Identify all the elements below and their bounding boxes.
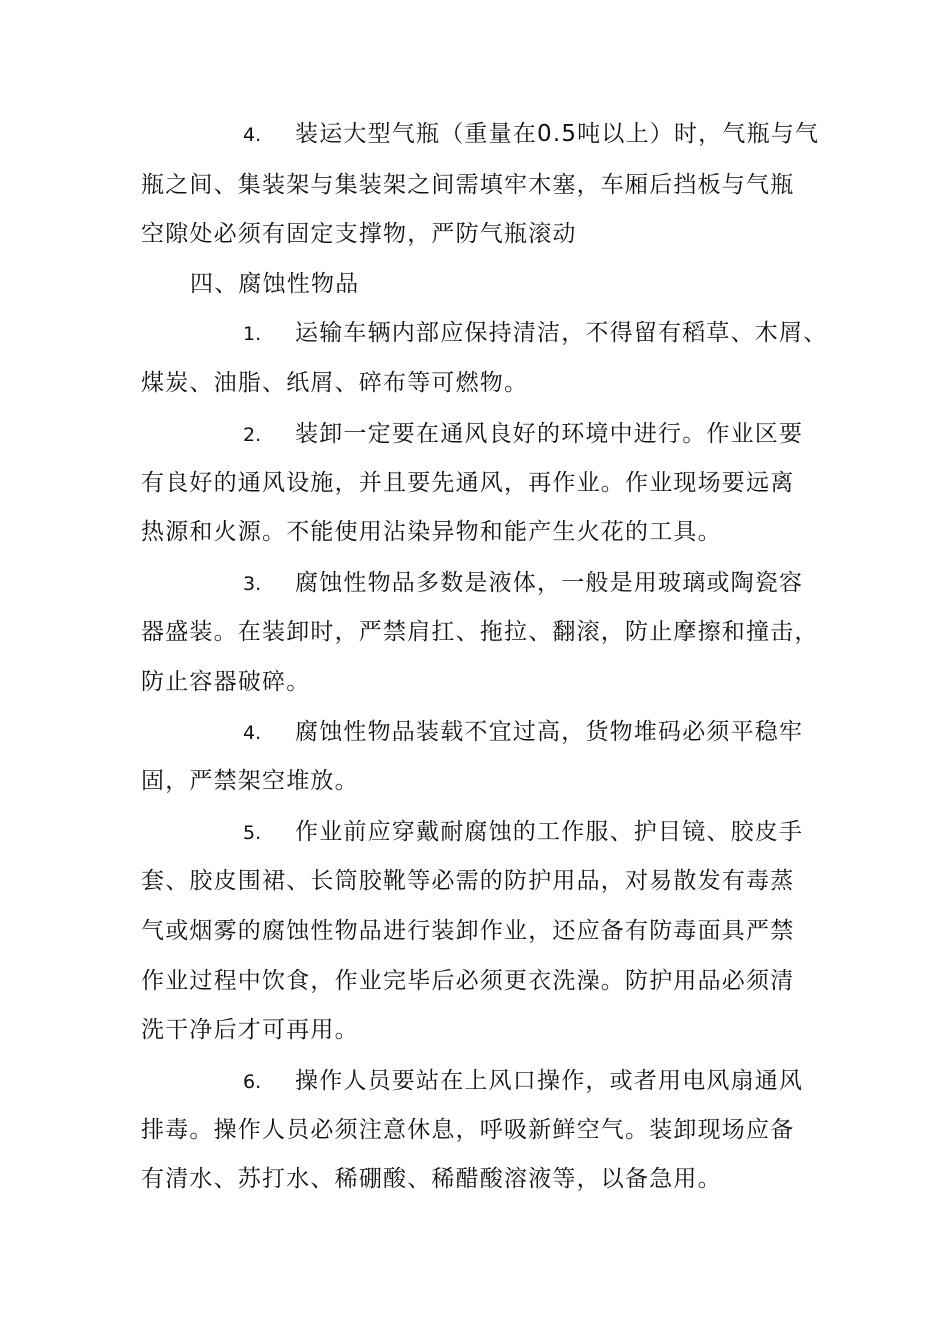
paragraph-text: 腐蚀性物品多数是液体，一般是用玻璃或陶瓷容 <box>295 570 804 596</box>
paragraph-line: 空隙处必须有固定支撑物，严防气瓶滚动 <box>141 221 577 247</box>
paragraph-text: 装运大型气瓶（重量在0.5吨以上）时，气瓶与气 <box>295 121 820 147</box>
paragraph-line: 煤炭、油脂、纸屑、碎布等可燃物。 <box>141 370 529 396</box>
paragraph-text: 装卸一定要在通风良好的环境中进行。作业区要 <box>295 421 804 447</box>
paragraph-line: 有良好的通风设施，并且要先通风，再作业。作业现场要远离 <box>141 470 795 496</box>
paragraph-line: 有清水、苏打水、稀硼酸、稀醋酸溶液等，以备急用。 <box>141 1166 722 1192</box>
paragraph-first-line <box>243 817 803 848</box>
paragraph-first-line <box>243 1066 803 1097</box>
paragraph-first-line <box>243 717 803 748</box>
paragraph-first-line <box>243 568 803 599</box>
paragraph-line: 气或烟雾的腐蚀性物品进行装卸作业，还应备有防毒面具严禁 <box>141 918 795 944</box>
paragraph-text: 运输车辆内部应保持清洁，不得留有稻草、木屑、 <box>295 320 828 346</box>
item-number: 4. <box>243 722 262 744</box>
paragraph-text: 作业前应穿戴耐腐蚀的工作服、护目镜、胶皮手 <box>295 819 804 845</box>
item-number: 2. <box>243 424 262 446</box>
paragraph-line: 器盛装。在装卸时，严禁肩扛、拖拉、翻滚，防止摩擦和撞击， <box>141 619 819 645</box>
item-number: 3. <box>243 573 262 595</box>
paragraph-text: 腐蚀性物品装载不宜过高，货物堆码必须平稳牢 <box>295 719 804 745</box>
paragraph-line: 套、胶皮围裙、长筒胶靴等必需的防护用品，对易散发有毒蒸 <box>141 868 795 894</box>
paragraph-line: 热源和火源。不能使用沾染异物和能产生火花的工具。 <box>141 519 722 545</box>
section-heading: 四、腐蚀性物品 <box>190 271 360 297</box>
paragraph-line: 固，严禁架空堆放。 <box>141 768 359 794</box>
paragraph-first-line <box>243 318 827 349</box>
paragraph-first-line <box>243 419 803 450</box>
item-number: 6. <box>243 1071 262 1093</box>
paragraph-first-line <box>243 119 819 150</box>
paragraph-line: 防止容器破碎。 <box>141 669 311 695</box>
paragraph-line: 洗干净后才可再用。 <box>141 1017 359 1043</box>
paragraph-line: 排毒。操作人员必须注意休息，呼吸新鲜空气。装卸现场应备 <box>141 1117 795 1143</box>
paragraph-line: 瓶之间、集装架与集装架之间需填牢木塞，车厢后挡板与气瓶 <box>141 172 795 198</box>
paragraph-text: 操作人员要站在上风口操作，或者用电风扇通风 <box>295 1068 804 1094</box>
item-number: 1. <box>243 323 262 345</box>
paragraph-line: 作业过程中饮食，作业完毕后必须更衣洗澡。防护用品必须清 <box>141 968 795 994</box>
item-number: 5. <box>243 822 262 844</box>
item-number: 4. <box>243 124 262 146</box>
